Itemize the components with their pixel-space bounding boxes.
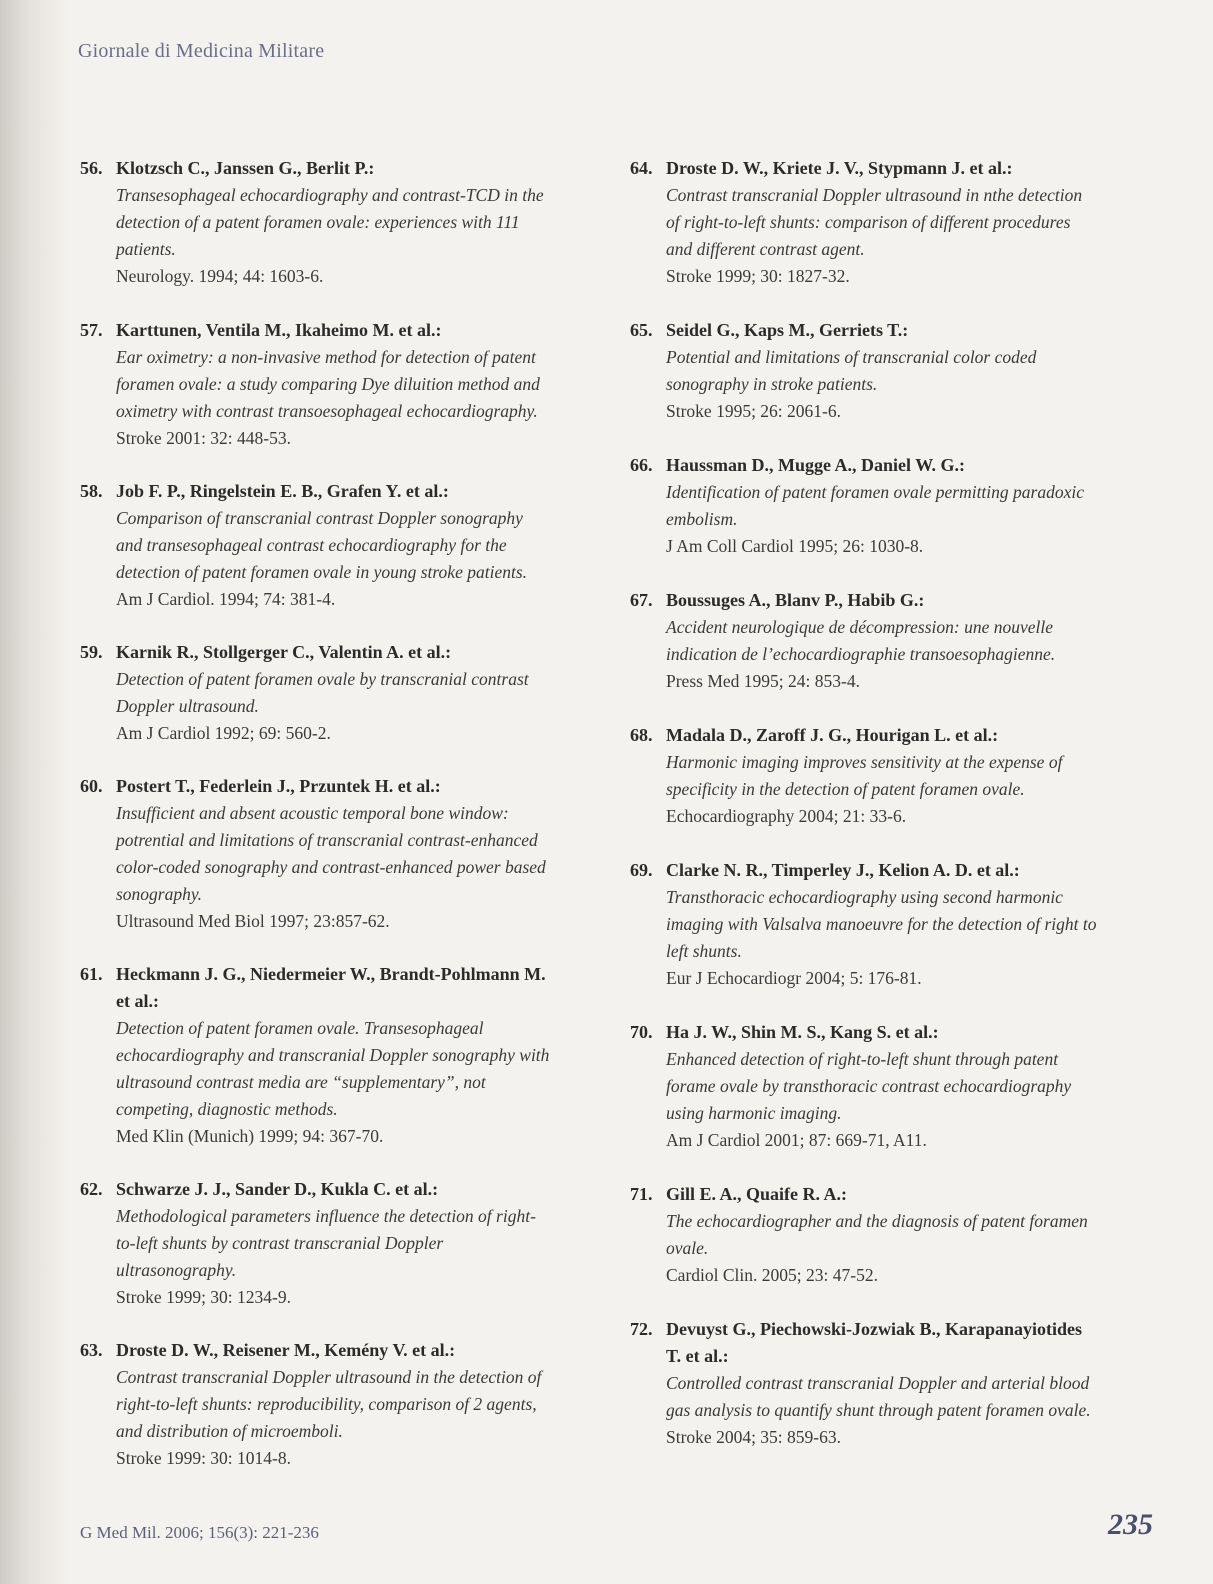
reference-source: Echocardiography 2004; 21: 33-6.	[666, 806, 907, 826]
reference-number: 57.	[80, 320, 103, 340]
reference-authors: Schwarze J. J., Sander D., Kukla C. et al.:	[116, 1179, 439, 1199]
reference-source: Stroke 1999; 30: 1234-9.	[116, 1287, 291, 1307]
reference-title: Enhanced detection of right-to-left shunt through patent forame ovale by transthoracic contrast echocardiography using harmonic imaging.	[666, 1049, 1072, 1123]
references-right-column	[630, 155, 1100, 1451]
reference-item	[630, 1019, 1100, 1154]
reference-item	[80, 961, 550, 1150]
reference-item	[80, 155, 550, 290]
reference-title: Comparison of transcranial contrast Doppler sonography and transesophageal contrast echocardiography for the detection of patent foramen ovale in young stroke patients.	[116, 508, 528, 582]
reference-item	[80, 773, 550, 935]
reference-number: 61.	[80, 964, 103, 984]
reference-source: Med Klin (Munich) 1999; 94: 367-70.	[116, 1126, 384, 1146]
journal-header: Giornale di Medicina Militare	[78, 40, 325, 62]
reference-source: J Am Coll Cardiol 1995; 26: 1030-8.	[666, 536, 924, 556]
reference-source: Neurology. 1994; 44: 1603-6.	[116, 266, 324, 286]
reference-title: Identification of patent foramen ovale permitting paradoxic embolism.	[666, 482, 1084, 529]
footer-citation: G Med Mil. 2006; 156(3): 221-236	[80, 1523, 319, 1542]
reference-authors: Postert T., Federlein J., Przuntek H. et al.:	[116, 776, 441, 796]
reference-title: Detection of patent foramen ovale. Transesophageal echocardiography and transcranial Doppler sonography with ultrasound contrast media are “supplementary”, not competing, diagnostic methods.	[116, 1018, 550, 1119]
reference-authors: Gill E. A., Quaife R. A.:	[666, 1184, 848, 1204]
reference-title: Ear oximetry: a non-invasive method for detection of patent foramen ovale: a study comparing Dye diluition method and oximetry with contrast transoesophageal echocardiography.	[116, 347, 540, 421]
reference-authors: Clarke N. R., Timperley J., Kelion A. D. et al.:	[666, 860, 1020, 880]
page-gutter-shadow	[0, 0, 70, 1584]
reference-authors: Haussman D., Mugge A., Daniel W. G.:	[666, 455, 966, 475]
reference-number: 72.	[630, 1319, 653, 1339]
reference-title: Contrast transcranial Doppler ultrasound in the detection of right-to-left shunts: reproducibility, comparison of 2 agents, and distribution of microemboli.	[116, 1367, 542, 1441]
reference-source: Stroke 2001: 32: 448-53.	[116, 428, 291, 448]
reference-number: 67.	[630, 590, 653, 610]
reference-item	[630, 857, 1100, 992]
reference-title: Detection of patent foramen ovale by transcranial contrast Doppler ultrasound.	[116, 669, 529, 716]
reference-item	[80, 317, 550, 452]
reference-item	[630, 452, 1100, 560]
reference-item	[630, 587, 1100, 695]
reference-item	[80, 1337, 550, 1472]
reference-authors: Heckmann J. G., Niedermeier W., Brandt-Pohlmann M. et al.:	[116, 964, 546, 1011]
reference-number: 66.	[630, 455, 653, 475]
reference-authors: Droste D. W., Reisener M., Kemény V. et al.:	[116, 1340, 456, 1360]
reference-number: 60.	[80, 776, 103, 796]
reference-item	[80, 478, 550, 613]
reference-title: The echocardiographer and the diagnosis of patent foramen ovale.	[666, 1211, 1088, 1258]
reference-number: 59.	[80, 642, 103, 662]
reference-authors: Job F. P., Ringelstein E. B., Grafen Y. et al.:	[116, 481, 449, 501]
reference-item	[630, 1316, 1100, 1451]
reference-title: Methodological parameters influence the detection of right-to-left shunts by contrast transcranial Doppler ultrasonography.	[116, 1206, 536, 1280]
reference-source: Am J Cardiol 1992; 69: 560-2.	[116, 723, 331, 743]
reference-item	[630, 1181, 1100, 1289]
reference-item	[80, 639, 550, 747]
reference-number: 64.	[630, 158, 653, 178]
reference-source: Am J Cardiol 2001; 87: 669-71, A11.	[666, 1130, 927, 1150]
reference-title: Accident neurologique de décompression: une nouvelle indication de l’echocardiographie transoesophagienne.	[666, 617, 1056, 664]
reference-title: Potential and limitations of transcranial color coded sonography in stroke patients.	[666, 347, 1037, 394]
reference-title: Insufficient and absent acoustic temporal bone window: potrential and limitations of transcranial contrast-enhanced color-coded sonography and contrast-enhanced power based sonography.	[116, 803, 546, 904]
reference-authors: Klotzsch C., Janssen G., Berlit P.:	[116, 158, 375, 178]
reference-source: Stroke 1995; 26: 2061-6.	[666, 401, 841, 421]
reference-title: Transthoracic echocardiography using second harmonic imaging with Valsalva manoeuvre for the detection of right to left shunts.	[666, 887, 1097, 961]
page-number: 235	[1108, 1508, 1153, 1541]
reference-source: Eur J Echocardiogr 2004; 5: 176-81.	[666, 968, 922, 988]
reference-authors: Droste D. W., Kriete J. V., Stypmann J. et al.:	[666, 158, 1013, 178]
reference-authors: Devuyst G., Piechowski-Jozwiak B., Karapanayiotides T. et al.:	[666, 1319, 1083, 1366]
reference-number: 63.	[80, 1340, 103, 1360]
references-left-column	[80, 155, 550, 1472]
reference-item	[630, 317, 1100, 425]
reference-authors: Madala D., Zaroff J. G., Hourigan L. et al.:	[666, 725, 999, 745]
reference-title: Harmonic imaging improves sensitivity at the expense of specificity in the detection of patent foramen ovale.	[666, 752, 1063, 799]
reference-item	[630, 722, 1100, 830]
reference-source: Am J Cardiol. 1994; 74: 381-4.	[116, 589, 336, 609]
reference-number: 70.	[630, 1022, 653, 1042]
reference-source: Stroke 1999: 30: 1014-8.	[116, 1448, 291, 1468]
reference-authors: Karttunen, Ventila M., Ikaheimo M. et al.:	[116, 320, 442, 340]
reference-title: Controlled contrast transcranial Doppler and arterial blood gas analysis to quantify shunt through patent foramen ovale.	[666, 1373, 1091, 1420]
reference-source: Cardiol Clin. 2005; 23: 47-52.	[666, 1265, 878, 1285]
reference-source: Press Med 1995; 24: 853-4.	[666, 671, 860, 691]
reference-authors: Boussuges A., Blanv P., Habib G.:	[666, 590, 925, 610]
reference-number: 71.	[630, 1184, 653, 1204]
reference-item	[630, 155, 1100, 290]
reference-source: Stroke 2004; 35: 859-63.	[666, 1427, 841, 1447]
reference-number: 56.	[80, 158, 103, 178]
reference-number: 69.	[630, 860, 653, 880]
reference-authors: Karnik R., Stollgerger C., Valentin A. et al.:	[116, 642, 452, 662]
reference-title: Contrast transcranial Doppler ultrasound in nthe detection of right-to-left shunts: comparison of different procedures and different contrast agent.	[666, 185, 1083, 259]
reference-number: 68.	[630, 725, 653, 745]
reference-number: 58.	[80, 481, 103, 501]
reference-authors: Seidel G., Kaps M., Gerriets T.:	[666, 320, 909, 340]
reference-item	[80, 1176, 550, 1311]
reference-title: Transesophageal echocardiography and contrast-TCD in the detection of a patent foramen ovale: experiences with 111 patients.	[116, 185, 544, 259]
reference-number: 65.	[630, 320, 653, 340]
reference-number: 62.	[80, 1179, 103, 1199]
reference-authors: Ha J. W., Shin M. S., Kang S. et al.:	[666, 1022, 939, 1042]
reference-source: Ultrasound Med Biol 1997; 23:857-62.	[116, 911, 390, 931]
reference-source: Stroke 1999; 30: 1827-32.	[666, 266, 850, 286]
